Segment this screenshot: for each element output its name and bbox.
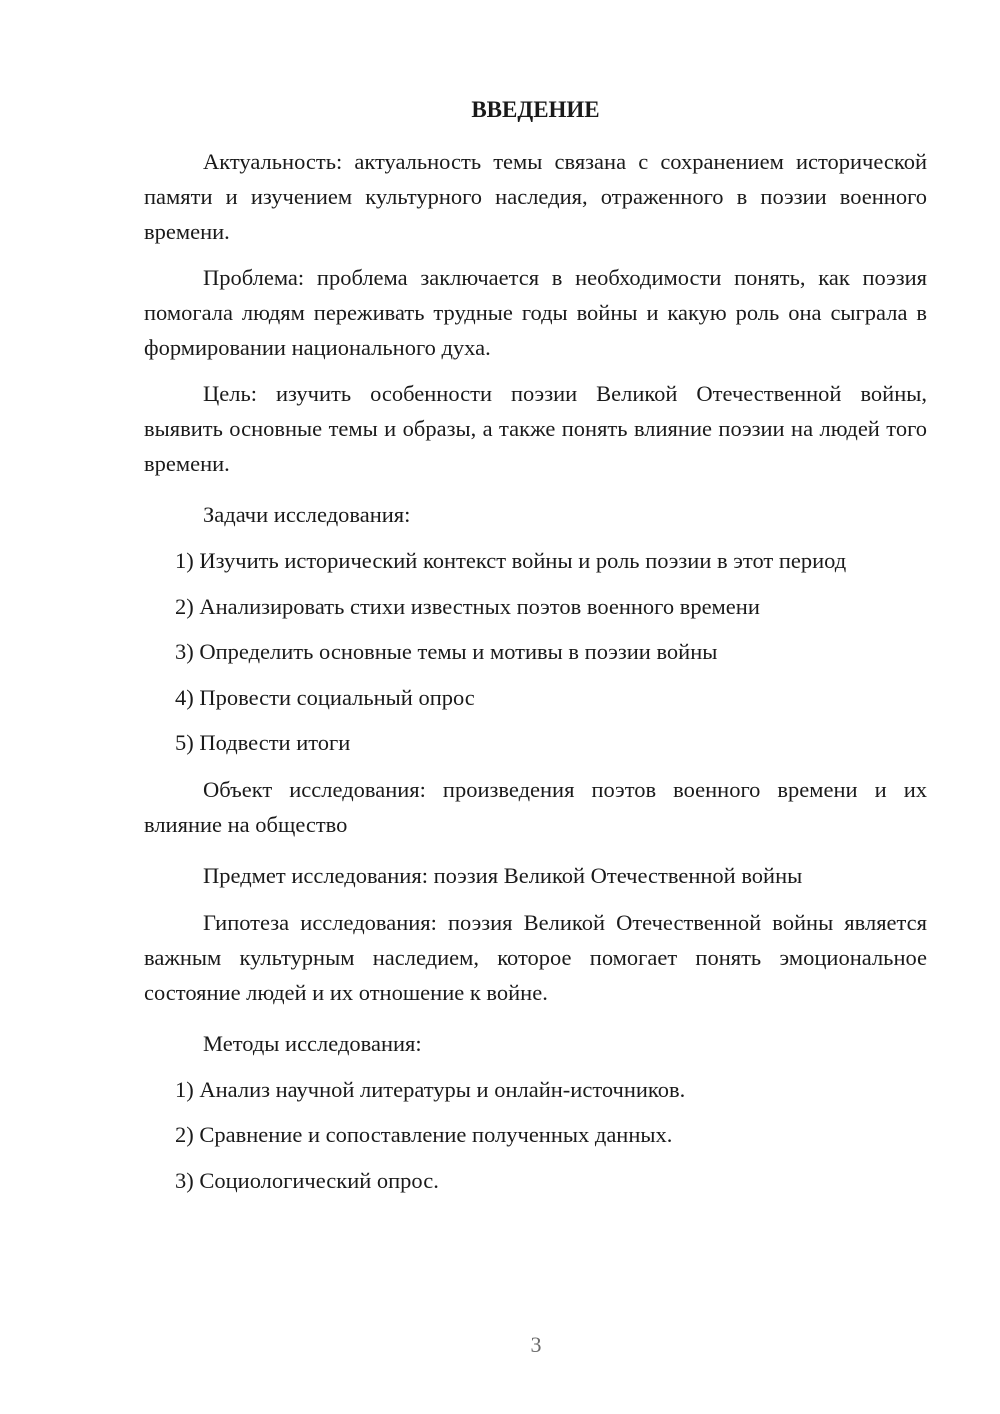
list-item: 1) Анализ научной литературы и онлайн-источников. bbox=[175, 1076, 686, 1102]
relevance-paragraph: Актуальность: актуальность темы связана с сохранением исторической памяти и изучением культурного наследия, отраженного в поэзии военного времени. bbox=[144, 149, 927, 244]
list-item: 2) Анализировать стихи известных поэтов военного времени bbox=[175, 593, 760, 619]
hypothesis-paragraph: Гипотеза исследования: поэзия Великой Отечественной войны является важным культурным наследием, которое помогает понять эмоциональное состояние людей и их отношение к войне. bbox=[144, 909, 927, 1005]
section-title: ВВЕДЕНИЕ bbox=[471, 97, 600, 122]
page-number: 3 bbox=[530, 1332, 542, 1357]
methods-heading: Методы исследования: bbox=[203, 1030, 422, 1056]
tasks-list bbox=[144, 538, 927, 766]
list-item: 3) Социологический опрос. bbox=[175, 1167, 439, 1193]
methods-list bbox=[144, 1067, 927, 1204]
list-item: 2) Сравнение и сопоставление полученных данных. bbox=[175, 1122, 673, 1147]
tasks-heading: Задачи исследования: bbox=[203, 502, 411, 527]
document-body bbox=[144, 88, 927, 1203]
subject-paragraph: Предмет исследования: поэзия Великой Отечественной войны bbox=[203, 862, 803, 888]
list-item: 4) Провести социальный опрос bbox=[175, 684, 475, 710]
list-item: 5) Подвести итоги bbox=[175, 730, 351, 755]
list-item: 3) Определить основные темы и мотивы в поэзии войны bbox=[175, 639, 718, 664]
problem-paragraph: Проблема: проблема заключается в необходимости понять, как поэзия помогала людям переживать трудные годы войны и какую роль она сыграла в формировании национального духа. bbox=[144, 265, 927, 360]
list-item: 1) Изучить исторический контекст войны и роль поэзии в этот период bbox=[175, 548, 847, 573]
object-paragraph: Объект исследования: произведения поэтов военного времени и их влияние на общество bbox=[144, 776, 927, 837]
goal-paragraph: Цель: изучить особенности поэзии Великой Отечественной войны, выявить основные темы и образы, а также понять влияние поэзии на людей того времени. bbox=[144, 381, 927, 476]
